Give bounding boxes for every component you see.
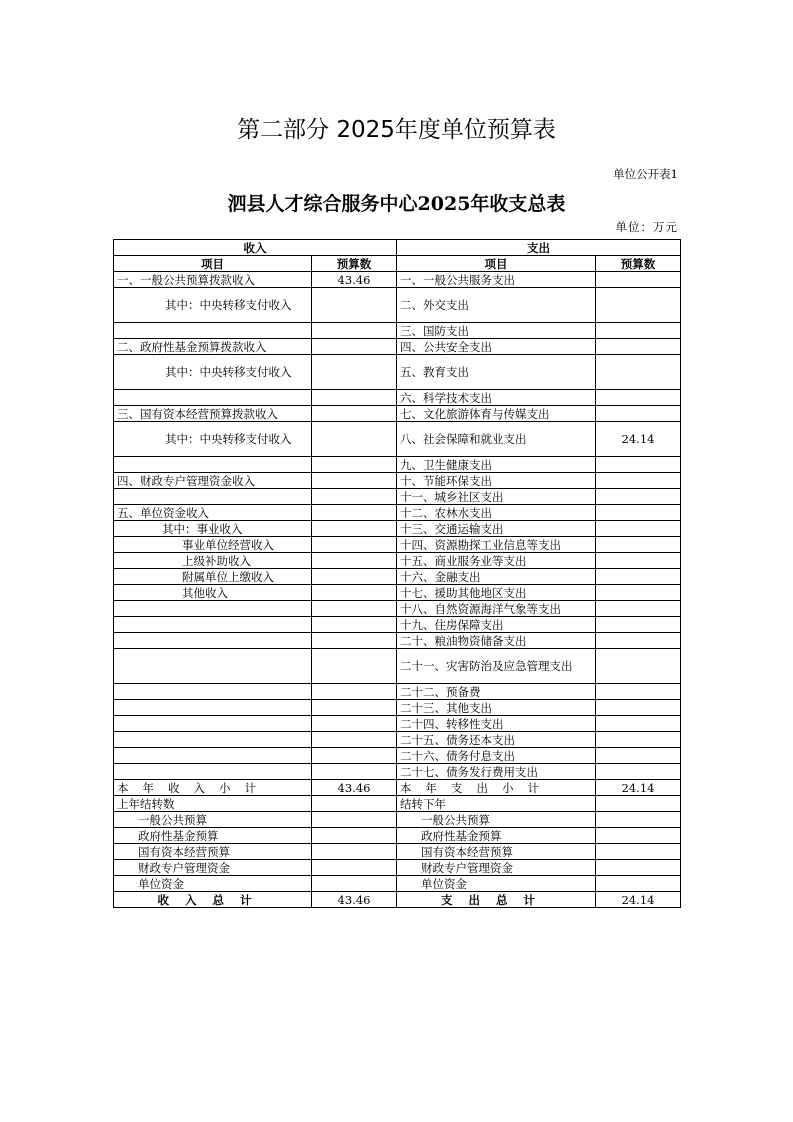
expense-subtotal-label: 本年支出小计 (397, 780, 596, 796)
table-row (114, 489, 681, 505)
income-budget-header: 预算数 (312, 256, 397, 272)
unit-label: 单位：万元 (615, 220, 678, 234)
income-value (312, 473, 397, 489)
income-label (114, 748, 312, 764)
expense-value (596, 633, 681, 649)
expense-value (596, 521, 681, 537)
expense-label: 二十、粮油物资储备支出 (397, 633, 596, 649)
table-row (114, 764, 681, 780)
carry-row (114, 844, 681, 860)
table-row (114, 649, 681, 684)
income-value (312, 633, 397, 649)
income-value (312, 390, 397, 406)
income-value (312, 684, 397, 700)
expense-value (596, 489, 681, 505)
income-label (114, 716, 312, 732)
income-value (312, 748, 397, 764)
expense-value (596, 748, 681, 764)
expense-item-header: 项目 (397, 256, 596, 272)
table-row (114, 422, 681, 457)
income-value (312, 553, 397, 569)
expense-value (596, 684, 681, 700)
budget-summary-table (113, 239, 681, 908)
expense-value (596, 601, 681, 617)
table-row (114, 288, 681, 323)
expense-value (596, 355, 681, 390)
expense-label: 二、外交支出 (397, 288, 596, 323)
expense-value (596, 716, 681, 732)
table-row (114, 406, 681, 422)
table-row (114, 569, 681, 585)
expense-label: 二十四、转移性支出 (397, 716, 596, 732)
expense-label: 二十七、债务发行费用支出 (397, 764, 596, 780)
expense-label: 一、一般公共服务支出 (397, 272, 596, 288)
table-row (114, 272, 681, 288)
income-label (114, 457, 312, 473)
table-row (114, 553, 681, 569)
income-label (114, 617, 312, 633)
expense-value (596, 505, 681, 521)
expense-value (596, 406, 681, 422)
expense-label: 十九、住房保障支出 (397, 617, 596, 633)
income-label: 其他收入 (114, 585, 312, 601)
table-row (114, 537, 681, 553)
income-value (312, 700, 397, 716)
income-label: 其中：中央转移支付收入 (114, 355, 312, 390)
expense-label: 九、卫生健康支出 (397, 457, 596, 473)
expense-label: 十二、农林水支出 (397, 505, 596, 521)
income-carry-value (312, 844, 397, 860)
carry-row (114, 812, 681, 828)
income-value (312, 288, 397, 323)
income-label: 二、政府性基金预算拨款收入 (114, 339, 312, 355)
income-label (114, 649, 312, 684)
expense-label: 二十三、其他支出 (397, 700, 596, 716)
expense-value (596, 649, 681, 684)
income-carry-label: 政府性基金预算 (114, 828, 312, 844)
table-row (114, 521, 681, 537)
table-row (114, 585, 681, 601)
table-row (114, 323, 681, 339)
expense-label: 二十一、灾害防治及应急管理支出 (397, 649, 596, 684)
income-carry-value (312, 828, 397, 844)
expense-label: 十六、金融支出 (397, 569, 596, 585)
income-value (312, 537, 397, 553)
table-row (114, 633, 681, 649)
income-label (114, 764, 312, 780)
income-label: 事业单位经营收入 (114, 537, 312, 553)
expense-label: 十五、商业服务业等支出 (397, 553, 596, 569)
table-row (114, 473, 681, 489)
income-label (114, 390, 312, 406)
expense-value (596, 323, 681, 339)
expense-header: 支出 (397, 240, 681, 256)
expense-value (596, 732, 681, 748)
income-carry-value (312, 796, 397, 812)
expense-value (596, 585, 681, 601)
expense-value (596, 473, 681, 489)
expense-label: 二十六、债务付息支出 (397, 748, 596, 764)
expense-value (596, 339, 681, 355)
income-value (312, 406, 397, 422)
expense-label: 二十五、债务还本支出 (397, 732, 596, 748)
expense-carry-label: 政府性基金预算 (397, 828, 596, 844)
expense-value (596, 553, 681, 569)
table-row (114, 339, 681, 355)
total-row (114, 892, 681, 908)
income-value (312, 521, 397, 537)
table-row (114, 700, 681, 716)
income-value (312, 323, 397, 339)
table-row (114, 732, 681, 748)
income-label: 四、财政专户管理资金收入 (114, 473, 312, 489)
income-label: 附属单位上缴收入 (114, 569, 312, 585)
expense-value (596, 764, 681, 780)
expense-label: 十三、交通运输支出 (397, 521, 596, 537)
subtotal-row (114, 780, 681, 796)
expense-carry-label: 结转下年 (397, 796, 596, 812)
income-value (312, 585, 397, 601)
carry-row (114, 860, 681, 876)
income-value (312, 569, 397, 585)
income-carry-label: 一般公共预算 (114, 812, 312, 828)
expense-carry-label: 国有资本经营预算 (397, 844, 596, 860)
income-label: 其中：中央转移支付收入 (114, 288, 312, 323)
expense-carry-value (596, 844, 681, 860)
expense-label: 八、社会保障和就业支出 (397, 422, 596, 457)
income-item-header: 项目 (114, 256, 312, 272)
expense-carry-value (596, 828, 681, 844)
income-value (312, 457, 397, 473)
expense-carry-label: 一般公共预算 (397, 812, 596, 828)
expense-label: 十八、自然资源海洋气象等支出 (397, 601, 596, 617)
income-value (312, 716, 397, 732)
table-number: 单位公开表1 (613, 167, 678, 181)
income-carry-value (312, 860, 397, 876)
income-value (312, 355, 397, 390)
table-row (114, 716, 681, 732)
income-value (312, 339, 397, 355)
income-carry-label: 上年结转数 (114, 796, 312, 812)
income-label: 其中：中央转移支付收入 (114, 422, 312, 457)
income-label (114, 489, 312, 505)
table-row (114, 601, 681, 617)
income-value (312, 489, 397, 505)
expense-label: 六、科学技术支出 (397, 390, 596, 406)
income-label (114, 601, 312, 617)
table-row (114, 505, 681, 521)
expense-carry-value (596, 796, 681, 812)
expense-value (596, 288, 681, 323)
expense-label: 十一、城乡社区支出 (397, 489, 596, 505)
income-subtotal-value: 43.46 (312, 780, 397, 796)
expense-label: 四、公共安全支出 (397, 339, 596, 355)
carry-row (114, 828, 681, 844)
expense-total-value: 24.14 (596, 892, 681, 908)
expense-value (596, 617, 681, 633)
expense-budget-header: 预算数 (596, 256, 681, 272)
income-value (312, 505, 397, 521)
income-carry-label: 国有资本经营预算 (114, 844, 312, 860)
income-label: 三、国有资本经营预算拨款收入 (114, 406, 312, 422)
income-value (312, 764, 397, 780)
expense-value (596, 390, 681, 406)
income-label: 其中：事业收入 (114, 521, 312, 537)
income-carry-value (312, 876, 397, 892)
expense-label: 十、节能环保支出 (397, 473, 596, 489)
income-value (312, 649, 397, 684)
expense-value (596, 457, 681, 473)
income-label: 上级补助收入 (114, 553, 312, 569)
income-carry-value (312, 812, 397, 828)
expense-label: 七、文化旅游体育与传媒支出 (397, 406, 596, 422)
income-label (114, 700, 312, 716)
expense-label: 五、教育支出 (397, 355, 596, 390)
income-header: 收入 (114, 240, 397, 256)
income-carry-label: 财政专户管理资金 (114, 860, 312, 876)
table-row (114, 617, 681, 633)
expense-carry-value (596, 812, 681, 828)
expense-subtotal-value: 24.14 (596, 780, 681, 796)
section-header-row (114, 240, 681, 256)
income-label (114, 323, 312, 339)
expense-value (596, 537, 681, 553)
income-label (114, 684, 312, 700)
income-value (312, 422, 397, 457)
expense-value (596, 569, 681, 585)
income-label: 五、单位资金收入 (114, 505, 312, 521)
income-value (312, 732, 397, 748)
expense-carry-value (596, 876, 681, 892)
expense-carry-label: 单位资金 (397, 876, 596, 892)
income-total-label: 收入总计 (114, 892, 312, 908)
expense-label: 三、国防支出 (397, 323, 596, 339)
income-value: 43.46 (312, 272, 397, 288)
part-title: 第二部分 2025年度单位预算表 (237, 117, 556, 143)
table-row (114, 457, 681, 473)
income-label (114, 633, 312, 649)
income-subtotal-label: 本年收入小计 (114, 780, 312, 796)
expense-label: 二十二、预备费 (397, 684, 596, 700)
expense-label: 十七、援助其他地区支出 (397, 585, 596, 601)
expense-value (596, 272, 681, 288)
income-value (312, 601, 397, 617)
table-row (114, 390, 681, 406)
table-row (114, 355, 681, 390)
income-total-value: 43.46 (312, 892, 397, 908)
column-header-row (114, 256, 681, 272)
income-value (312, 617, 397, 633)
carry-row (114, 876, 681, 892)
expense-carry-value (596, 860, 681, 876)
carry-row (114, 796, 681, 812)
table-row (114, 748, 681, 764)
table-row (114, 684, 681, 700)
income-label: 一、一般公共预算拨款收入 (114, 272, 312, 288)
main-title: 泗县人才综合服务中心2025年收支总表 (227, 193, 566, 215)
expense-carry-label: 财政专户管理资金 (397, 860, 596, 876)
expense-total-label: 支出总计 (397, 892, 596, 908)
income-label (114, 732, 312, 748)
expense-label: 十四、资源勘探工业信息等支出 (397, 537, 596, 553)
expense-value (596, 700, 681, 716)
expense-value: 24.14 (596, 422, 681, 457)
income-carry-label: 单位资金 (114, 876, 312, 892)
